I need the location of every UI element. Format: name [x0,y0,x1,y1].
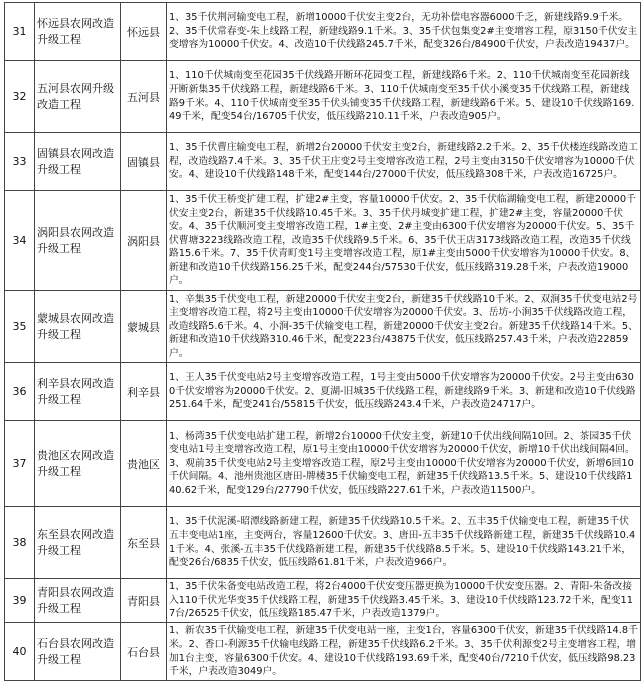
row-number: 34 [5,191,35,291]
table-row [5,363,641,421]
county-name: 青阳县 [121,579,167,623]
row-number: 32 [5,61,35,133]
project-content: 1、35千伏泥溪-昭潭线路新建工程，新建35千伏线路10.5千米。2、五丰35千伏输变电工程，新建35千伏五丰变电站1座，主变两台，容量12600千伏安。3、唐田-五丰35千伏线路新建工程，新建35千伏线路10.41千米。4、张溪-五丰35千伏线路新建工程，新建35千伏线路8.5千米。5、建设10千伏线路143.21千米，配变26台/6835千伏安，低压线路61.81千米，户表改造966户。 [167,507,641,579]
county-name: 东至县 [121,507,167,579]
project-content: 1、新农35千伏输变电工程，新建35千伏变电站一座，主变1台，容量6300千伏安，新建35千伏线路14.8千米。2、香口-利源35千伏输电线路工程，新建35千伏线路6.2千米。3、35千伏利源变2号主变增容工程，增加1台主变，容量6300千伏安。4、建设10千伏线路193.69千米，配变40台/7210千伏安，低压线路98.23千米，户表改造3049户。 [167,623,641,681]
project-name: 固镇县农网改造升级工程 [35,133,121,191]
table-row [5,3,641,61]
project-content: 1、35千伏曹庄输变电工程，新增2台20000千伏安主变2台，新建线路2.2千米。2、35千伏楼连线路改造工程，改造线路7.4千米。3、35千伏王庄变2号主变增容改造工程，2号主变由3150千伏安增容为10000千伏安。4、建设10千伏线路148千米，配变144台/27000千伏安，低压线路308千米，户表改造16725户。 [167,133,641,191]
row-number: 35 [5,291,35,363]
project-name: 利辛县农网改造升级工程 [35,363,121,421]
table-row [5,623,641,681]
county-name: 石台县 [121,623,167,681]
table-row [5,191,641,291]
project-content: 1、35千伏荆河输变电工程，新增10000千伏安主变2台，无功补偿电容器6000千乏，新建线路9.9千米。2、35千伏常春变-朱上线路工程，新建线路9.1千米。3、35千伏包集变2#主变增容工程，原3150千伏安主变增容为10000千伏安。4、改造10千伏线路245.7千米，配变326台/84900千伏安，户表改造19437户。 [167,3,641,61]
project-content: 1、35千伏朱备变电站改造工程，将2台4000千伏安变压器更换为10000千伏安变压器。2、青阳-朱备改接入110千伏光华变35千伏线路工程，新建35千伏线路3.45千米。3、建设10千伏线路123.72千米，配变117台/26525千伏安，低压线路185.47千米，户表改造1379户。 [167,579,641,623]
row-number: 38 [5,507,35,579]
project-name: 涡阳县农网改造升级工程 [35,191,121,291]
project-content: 1、王人35千伏变电站2号主变增容改造工程，1号主变由5000千伏安增容为20000千伏安。2号主变由6300千伏安增容为20000千伏安。2、夏湖-旧城35千伏线路工程，新建线路9千米。3、新建和改造10千伏线路251.64千米，配变241台/55815千伏安，低压线路243.4千米，户表改造24717户。 [167,363,641,421]
row-number: 31 [5,3,35,61]
project-content: 1、杨湾35千伏变电站扩建工程，新增2台10000千伏安主变，新建10千伏出线间隔10回。2、茶园35千伏变电站1号主变增容改造工程，原1号主变由10000千伏安增容为20000千伏安，新增10千伏出线间隔4回。3、观前35千伏变电站2号主变增容改造工程，原2号主变由10000千伏安增容为20000千伏安，新增6回10千伏间隔。4、池州贵池区唐田-牌楼35千伏输变电工程，新建35千伏线路13.5千米。5、建设10千伏线路140.62千米，配变129台/27790千伏安，低压线路227.61千米，户表改造11500户。 [167,421,641,507]
county-name: 涡阳县 [121,191,167,291]
county-name: 贵池区 [121,421,167,507]
project-content: 1、35千伏王桥变扩建工程，扩建2#主变，容量10000千伏安。2、35千伏临湖输变电工程，新建20000千伏安主变2台，新建35千伏线路10.45千米。3、35千伏丹城变扩建工程，扩建2#主变，容量20000千伏安。4、35千伏顺河变主变增容改造工程，1#主变、2#主变由6300千伏安增容为20000千伏安。5、35千伏曹塘3223线路改造工程，改造35千伏线路9.5千米。6、35千伏王店3173线路改造工程，改造35千伏线路15.6千米。7、35千伏青町变1号主变增容改造工程，原1#主变由5000千伏安增容为10000千伏安。8、新建和改造10千伏线路156.25千米，配变244台/57530千伏安，低压线路319.28千米，户表改造19000户。 [167,191,641,291]
project-name: 蒙城县农网改造升级工程 [35,291,121,363]
project-name: 贵池区农网改造升级工程 [35,421,121,507]
row-number: 39 [5,579,35,623]
table-row [5,133,641,191]
row-number: 40 [5,623,35,681]
row-number: 36 [5,363,35,421]
table-row [5,507,641,579]
project-name: 石台县农网改造升级工程 [35,623,121,681]
project-content: 1、辛集35千伏变电工程，新建20000千伏安主变2台，新建35千伏线路10千米。2、双涧35千伏变电站2号主变增容改造工程，将2号主变由10000千伏安增容为20000千伏安。3、岳坊-小涧35千伏线路改造工程，改造线路5.6千米。4、小涧-35千伏输变电工程，新建20000千伏安主变2台。新建35千伏线路14千米。5、新建和改造10千伏线路310.46千米，配变223台/43875千伏安，低压线路257.43千米，户表改造22859户。 [167,291,641,363]
county-name: 五河县 [121,61,167,133]
row-number: 33 [5,133,35,191]
table-row [5,421,641,507]
project-name: 怀远县农网改造升级工程 [35,3,121,61]
county-name: 蒙城县 [121,291,167,363]
row-number: 37 [5,421,35,507]
county-name: 利辛县 [121,363,167,421]
project-name: 五河县农网升级改造工程 [35,61,121,133]
project-name: 青阳县农网改造升级工程 [35,579,121,623]
project-table [4,2,641,681]
county-name: 固镇县 [121,133,167,191]
table-row [5,61,641,133]
table-row [5,579,641,623]
project-name: 东至县农网改造升级工程 [35,507,121,579]
table-row [5,291,641,363]
county-name: 怀远县 [121,3,167,61]
project-content: 1、110千伏城南变至花园35千伏线路开断环花园变工程，新建线路6千米。2、110千伏城南变至花园新线开断新集35千伏线路工程，新建线路6千米。3、110千伏城南变至35千伏小溪变35千伏线路工程，新建线路9千米。4、110千伏城南变至35千伏头铺变35千伏线路工程，新建线路6千米。5、建设10千伏线路169.49千米，配变54台/16705千伏安，低压线路210.11千米，户表改造905户。 [167,61,641,133]
